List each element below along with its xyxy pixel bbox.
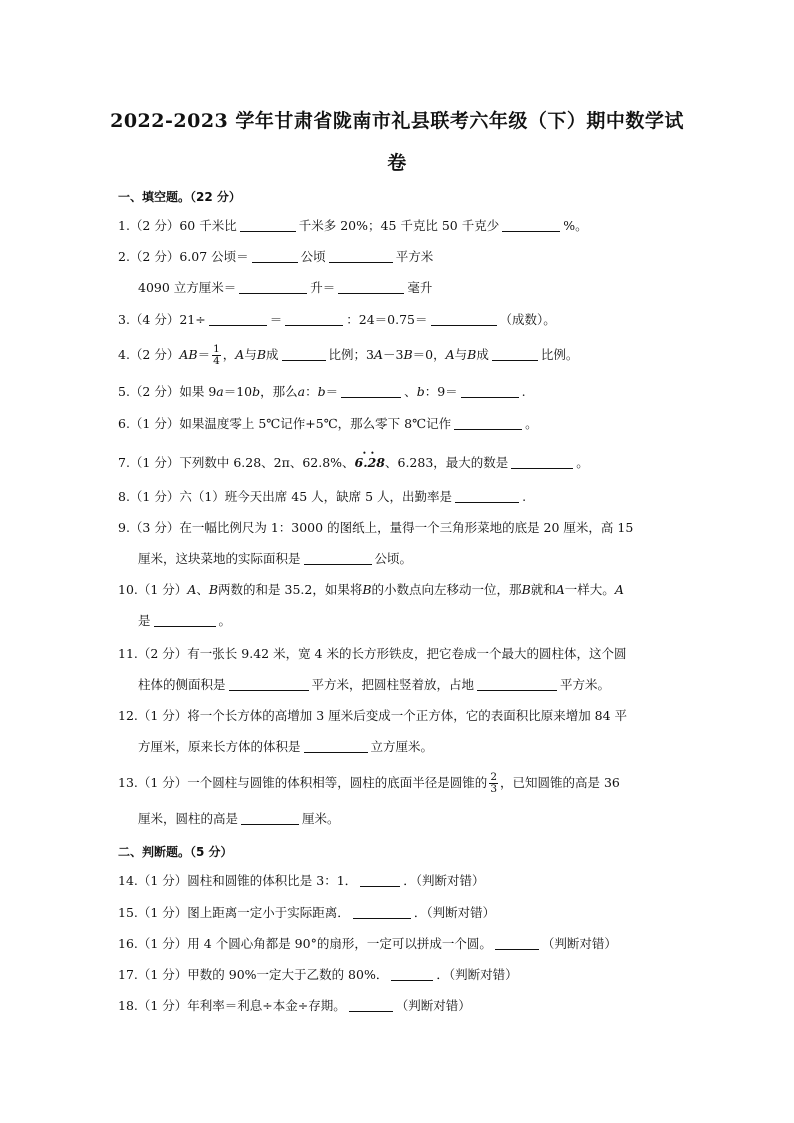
question-14: 14.（1 分）圆柱和圆锥的体积比是 3：1． ．（判断对错）: [118, 873, 485, 888]
answer-blank[interactable]: [341, 385, 401, 398]
question-10: 10.（1 分）A、B两数的和是 35.2，如果将B的小数点向左移动一位，那B就和A一样大。A: [118, 582, 624, 597]
page-title-continuation: [0, 148, 794, 175]
page-title: [0, 106, 794, 133]
question-13-continuation: 厘米，圆柱的高是 厘米。: [138, 811, 340, 826]
answer-blank[interactable]: [360, 874, 400, 887]
answer-blank[interactable]: [511, 456, 573, 469]
question-2-continuation: 4090 立方厘米＝ 升＝ 毫升: [138, 280, 433, 295]
question-17: 17.（1 分）甲数的 90%一定大于乙数的 80%． ．（判断对错）: [118, 967, 518, 982]
answer-blank[interactable]: [304, 740, 368, 753]
fraction-one-quarter: $\frac{1}{4}$: [213, 343, 220, 367]
answer-blank[interactable]: [495, 937, 539, 950]
question-13: 13.（1 分）一个圆柱与圆锥的体积相等，圆柱的底面半径是圆锥的 $\frac{2}{3}$ ，已知圆锥的高是 36: [118, 771, 620, 795]
question-11: 11.（2 分）有一张长 9.42 米，宽 4 米的长方形铁皮，把它卷成一个最大的圆柱体，这个圆: [118, 646, 627, 661]
page-title-line2: 卷: [387, 152, 407, 174]
section-fill-blank: 一、填空题。（22 分）: [118, 190, 241, 204]
page-title-line1: 2022-2023 学年甘肃省陇南市礼县联考六年级（下）期中数学试: [110, 110, 684, 132]
question-11-continuation: 柱体的侧面积是 平方米，把圆柱竖着放，占地 平方米。: [138, 677, 611, 692]
answer-blank[interactable]: [477, 678, 557, 691]
answer-blank[interactable]: [209, 313, 267, 326]
question-15: 15.（1 分）图上距离一定小于实际距离． ．（判断对错）: [118, 905, 496, 920]
answer-blank[interactable]: [454, 417, 522, 430]
question-5: 5.（2 分）如果 9a＝10b，那么a：b＝ 、b：9＝ .: [118, 384, 526, 399]
answer-blank[interactable]: [455, 490, 519, 503]
answer-blank[interactable]: [461, 385, 519, 398]
answer-blank[interactable]: [252, 250, 298, 263]
question-9-continuation: 厘米，这块菜地的实际面积是 公顷。: [138, 551, 413, 566]
answer-blank[interactable]: [241, 812, 299, 825]
section-true-false: 二、判断题。（5 分）: [118, 845, 233, 859]
answer-blank[interactable]: [431, 313, 497, 326]
answer-blank[interactable]: [349, 999, 393, 1012]
answer-blank[interactable]: [353, 906, 411, 919]
question-10-continuation: 是 。: [138, 613, 232, 628]
question-4: 4.（2 分）AB＝ $\frac{1}{4}$ ，A与B成 比例；3A－3B＝0，A与B成 比例。: [118, 343, 579, 367]
answer-blank[interactable]: [329, 250, 393, 263]
answer-blank[interactable]: [502, 219, 560, 232]
fraction-two-thirds: $\frac{2}{3}$: [490, 771, 497, 795]
answer-blank[interactable]: [492, 348, 538, 361]
answer-blank[interactable]: [282, 348, 326, 361]
answer-blank[interactable]: [229, 678, 309, 691]
question-7: 7.（1 分）下列数中 6.28、2π、62.8%、• • 6.28、6.283，最大的数是 。: [118, 455, 688, 471]
question-2: 2.（2 分）6.07 公顷＝ 公顷 平方米: [118, 249, 434, 264]
question-12: 12.（1 分）将一个长方体的高增加 3 厘米后变成一个正方体，它的表面积比原来增加 84 平: [118, 708, 628, 723]
question-6: 6.（1 分）如果温度零上 5℃记作+5℃，那么零下 8℃记作 。: [118, 416, 538, 431]
question-1: 1.（2 分）60 千米比 千米多 20%；45 千克比 50 千克少 %。: [118, 218, 588, 233]
answer-blank[interactable]: [304, 552, 372, 565]
question-16: 16.（1 分）用 4 个圆心角都是 90°的扇形，一定可以拼成一个圆。 （判断对错）: [118, 936, 617, 951]
repeating-decimal: • • 6.28: [355, 455, 385, 470]
answer-blank[interactable]: [239, 281, 307, 294]
answer-blank[interactable]: [240, 219, 296, 232]
answer-blank[interactable]: [285, 313, 343, 326]
question-3: 3.（4 分）21÷ ＝ ：24＝0.75＝ （成数）。: [118, 312, 556, 327]
answer-blank[interactable]: [391, 968, 433, 981]
answer-blank[interactable]: [154, 614, 216, 627]
question-8: 8.（1 分）六（1）班今天出席 45 人，缺席 5 人，出勤率是 .: [118, 489, 527, 504]
answer-blank[interactable]: [338, 281, 404, 294]
question-9: 9.（3 分）在一幅比例尺为 1：3000 的图纸上，量得一个三角形菜地的底是 20 厘米，高 15: [118, 520, 634, 535]
question-12-continuation: 方厘米，原来长方体的体积是 立方厘米。: [138, 739, 434, 754]
question-18: 18.（1 分）年利率＝利息÷本金÷存期。 （判断对错）: [118, 998, 471, 1013]
